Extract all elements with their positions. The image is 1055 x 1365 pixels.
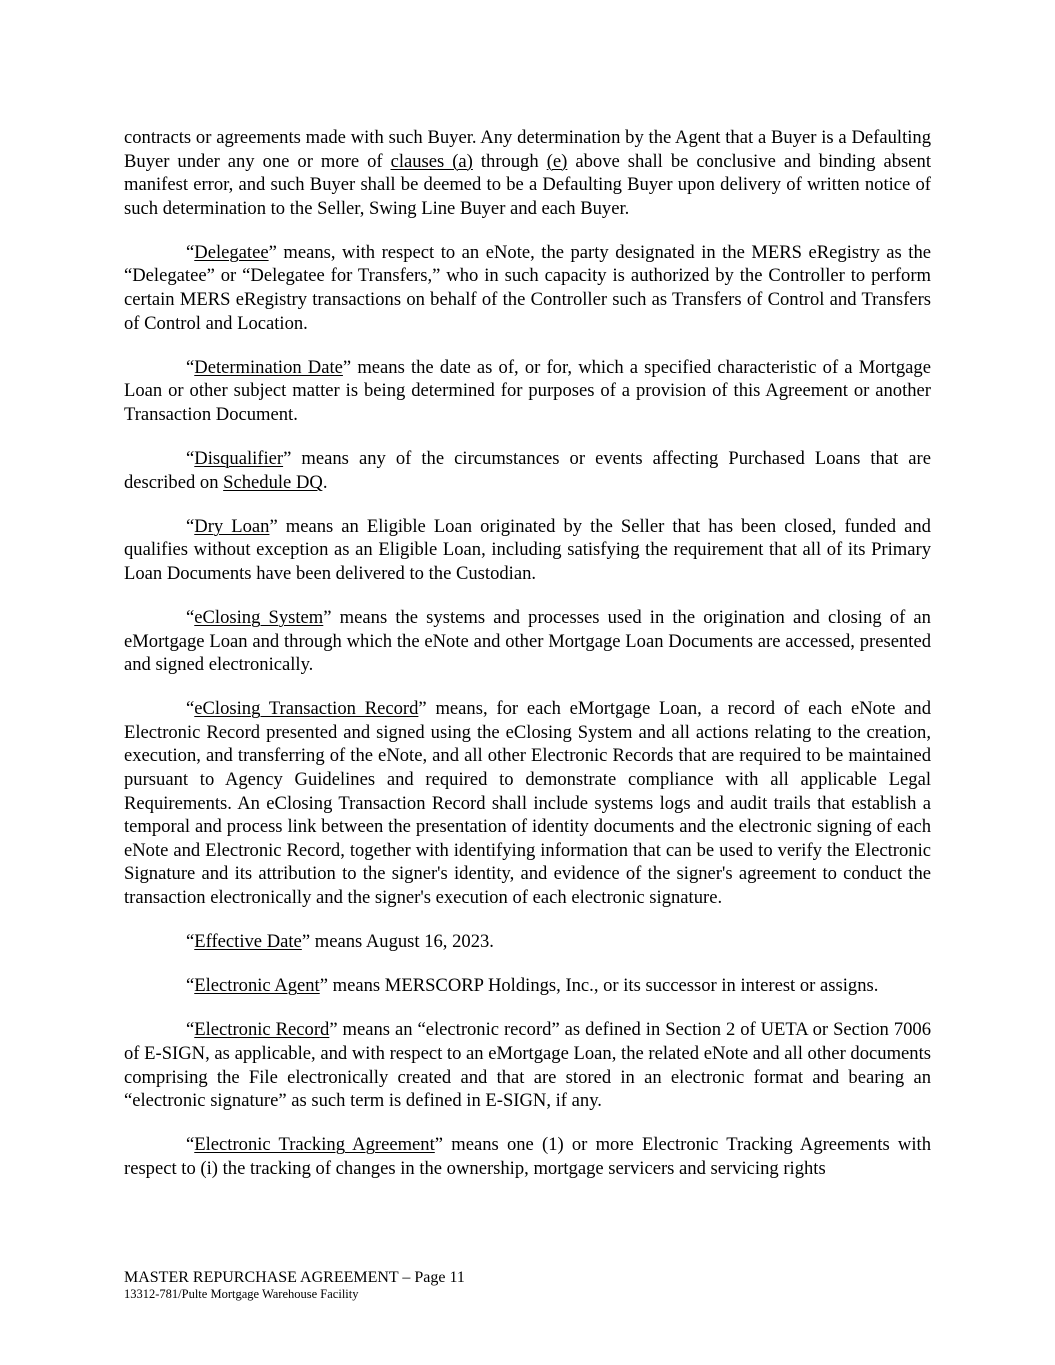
definition-text: means one (1) or more Electronic Tracking Agreements with respect to (i) the tracking of changes in the ownership, mortgage servicers and servicing rights <box>124 1134 931 1179</box>
defined-term: eClosing Transaction Record <box>194 698 419 720</box>
footer-title: MASTER REPURCHASE AGREEMENT – Page 11 <box>124 1269 465 1286</box>
defined-term: eClosing System <box>194 607 324 628</box>
definition-eclosing-transaction-record: “eClosing Transaction Record” means, for each eMortgage Loan, a record of each eNote and Electronic Record presented and signed using the eClosing System and all actions relating to the creation, execution, and transferring of the eNote, and all other Electronic Records that are required to be maintained pursuant to Agency Guidelines and required to demonstrate compliance with all applicable Legal Requirements. An eClosing Transaction Record shall include systems logs and audit trails that establish a temporal and process link between the presentation of identity documents and the electronic signing of each eNote and Electronic Record, together with identifying information that can be used to verify the Electronic Signature and its attribution to the signer's identity, and evidence of the signer's agreement to conduct the transaction electronically and the signer's execution of each electronic signature. <box>124 698 931 909</box>
definition-determination-date: “Determination Date” means the date as of, or for, which a specified characteristic of a Mortgage Loan or other subject matter is being determined for purposes of a provision of this Agreement or another Transaction Document. <box>124 356 931 425</box>
definition-text: means, for each eMortgage Loan, a record of each eNote and Electronic Record presented and signed using the eClosing System and all actions relating to the creation, execution, and transferring of the eNote, and all other Electronic Records that are required to be maintained pursuant to Agency Guidelines and required to demonstrate compliance with all applicable Legal Requirements. An eClosing Transaction Record shall include systems logs and audit trails that establish a temporal and process link between the presentation of identity documents and the electronic signing of each eNote and Electronic Record, together with identifying information that can be used to verify the Electronic Signature and its attribution to the signer's identity, and evidence of the signer's agreement to conduct the transaction electronically and the signer's execution of each electronic signature. <box>124 698 931 909</box>
definition-electronic-record: “Electronic Record” means an “electronic record” as defined in Section 2 of UETA or Section 7006 of E-SIGN, as applicable, and with respect to an eMortgage Loan, the related eNote and all other documents comprising the File electronically created and that are stored in an electronic format and bearing an “electronic signature” as such term is defined in E-SIGN, if any. <box>124 1019 931 1112</box>
clause-ref-e: (e) <box>546 150 568 172</box>
defined-term: Effective Date <box>194 931 302 953</box>
definition-text: means any of the circumstances or events affecting Purchased Loans that are described on <box>124 448 931 493</box>
page-footer <box>124 1268 931 1302</box>
definition-effective-date: “Effective Date” means August 16, 2023. <box>186 931 494 953</box>
defined-term: Electronic Agent <box>194 975 320 997</box>
intro-text-1: contracts or agreements made with such Buyer. Any determination by the Agent that a Buyer is a Defaulting Buyer under any one or more of <box>124 127 931 172</box>
definition-eclosing-system: “eClosing System” means the systems and processes used in the origination and closing of an eMortgage Loan and through which the eNote and other Mortgage Loan Documents are accessed, presented and signed electronically. <box>124 607 931 676</box>
intro-text-2: through <box>472 150 547 172</box>
definition-electronic-tracking-agreement: “Electronic Tracking Agreement” means one (1) or more Electronic Tracking Agreements with respect to (i) the tracking of changes in the ownership, mortgage servicers and servicing rights <box>124 1134 931 1179</box>
definition-text-end: . <box>322 471 328 493</box>
definition-text: means an “electronic record” as defined in Section 2 of UETA or Section 7006 of E-SIGN, as applicable, and with respect to an eMortgage Loan, the related eNote and all other documents comprising the File electronically created and that are stored in an electronic format and bearing an “electronic signature” as such term is defined in E-SIGN, if any. <box>124 1019 931 1112</box>
defined-term: Delegatee <box>194 241 269 263</box>
clause-ref-a: clauses (a) <box>390 150 473 172</box>
definition-text: means August 16, 2023. <box>310 931 494 953</box>
defined-term: Determination Date <box>194 356 343 378</box>
intro-paragraph <box>124 126 931 220</box>
schedule-ref: Schedule DQ <box>223 471 323 493</box>
footer-subtitle: 13312-781/Pulte Mortgage Warehouse Facility <box>124 1287 359 1301</box>
defined-term: Electronic Record <box>194 1019 330 1041</box>
defined-term: Electronic Tracking Agreement <box>194 1134 435 1156</box>
definition-disqualifier: “Disqualifier” means any of the circumstances or events affecting Purchased Loans that are described on Schedule DQ. <box>124 448 931 493</box>
definition-delegatee: “Delegatee” means, with respect to an eNote, the party designated in the MERS eRegistry as the “Delegatee” or “Delegatee for Transfers,” who in such capacity is authorized by the Controller to perform certain MERS eRegistry transactions on behalf of the Controller such as Transfers of Control and Transfers of Control and Location. <box>124 241 931 334</box>
document-body <box>124 126 931 1201</box>
intro-text-3: above shall be conclusive and binding absent manifest error, and such Buyer shall be deemed to be a Defaulting Buyer upon delivery of written notice of such determination to the Seller, Swing Line Buyer and each Buyer. <box>124 150 932 219</box>
definition-electronic-agent: “Electronic Agent” means MERSCORP Holdings, Inc., or its successor in interest or assigns. <box>186 975 879 997</box>
defined-term: Dry Loan <box>194 515 270 537</box>
definition-text: means, with respect to an eNote, the party designated in the MERS eRegistry as the “Delegatee” or “Delegatee for Transfers,” who in such capacity is authorized by the Controller to perform certain MERS eRegistry transactions on behalf of the Controller such as Transfers of Control and Transfers of Control and Location. <box>124 241 931 334</box>
definition-text: means the date as of, or for, which a specified characteristic of a Mortgage Loan or other subject matter is being determined for purposes of a provision of this Agreement or another Transaction Document. <box>124 356 931 425</box>
defined-term: Disqualifier <box>194 448 284 470</box>
definition-text: means MERSCORP Holdings, Inc., or its successor in interest or assigns. <box>328 975 879 997</box>
definition-text: means the systems and processes used in the origination and closing of an eMortgage Loan and through which the eNote and other Mortgage Loan Documents are accessed, presented and signed electronically. <box>124 607 931 676</box>
definition-dry-loan: “Dry Loan” means an Eligible Loan originated by the Seller that has been closed, funded and qualifies without exception as an Eligible Loan, including satisfying the requirement that all of its Primary Loan Documents have been delivered to the Custodian. <box>124 515 931 584</box>
definition-text: means an Eligible Loan originated by the Seller that has been closed, funded and qualifies without exception as an Eligible Loan, including satisfying the requirement that all of its Primary Loan Documents have been delivered to the Custodian. <box>124 515 931 584</box>
